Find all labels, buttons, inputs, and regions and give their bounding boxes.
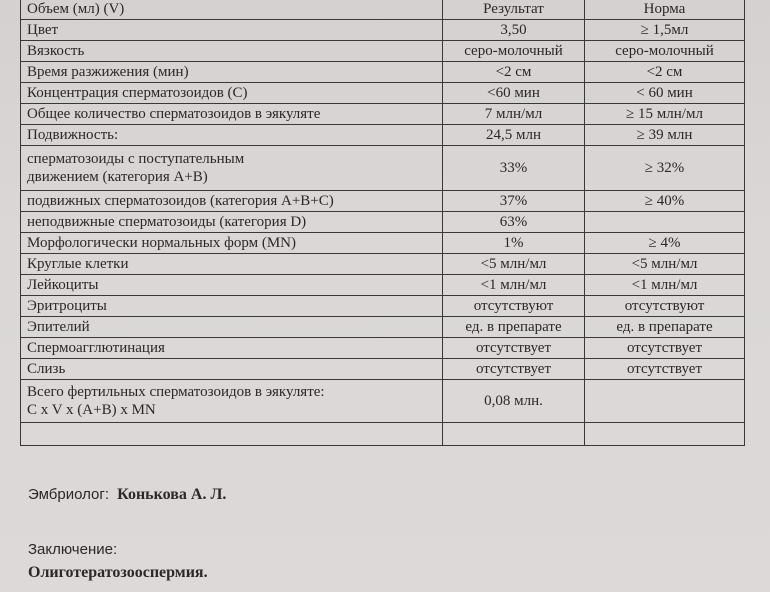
conclusion-text: Олиготератозооспермия. xyxy=(28,564,208,581)
result-cell: отсутствует xyxy=(443,338,585,359)
result-cell: отсутствуют xyxy=(443,296,585,317)
result-cell xyxy=(443,423,585,446)
norm-cell: ≥ 1,5мл xyxy=(585,20,745,41)
param-cell: Эпителий xyxy=(21,317,443,338)
norm-cell: <5 млн/мл xyxy=(585,254,745,275)
norm-cell: отсутствует xyxy=(585,338,745,359)
param-cell: Слизь xyxy=(21,359,443,380)
norm-cell: ≥ 15 млн/мл xyxy=(585,104,745,125)
result-cell: 37% xyxy=(443,191,585,212)
param-cell: Вязкость xyxy=(21,41,443,62)
table-row xyxy=(21,254,745,275)
result-cell: 63% xyxy=(443,212,585,233)
norm-cell: серо-молочный xyxy=(585,41,745,62)
norm-cell: <1 млн/мл xyxy=(585,275,745,296)
param-cell: Эритроциты xyxy=(21,296,443,317)
result-cell: 7 млн/мл xyxy=(443,104,585,125)
table-row xyxy=(21,380,745,423)
table-row xyxy=(21,104,745,125)
norm-cell: ≥ 40% xyxy=(585,191,745,212)
param-cell xyxy=(21,380,443,423)
result-cell: 0,08 млн. xyxy=(443,380,585,423)
param-cell: Цвет xyxy=(21,20,443,41)
result-cell: 33% xyxy=(443,146,585,191)
norm-cell: <2 см xyxy=(585,62,745,83)
norm-cell: отсутствует xyxy=(585,359,745,380)
table-header-row xyxy=(21,0,745,20)
param-cell: Общее количество сперматозоидов в эякуляте xyxy=(21,104,443,125)
param-cell: Спермоагглютинация xyxy=(21,338,443,359)
table-row-empty xyxy=(21,423,745,446)
table-row xyxy=(21,146,745,191)
conclusion-label: Заключение: xyxy=(28,541,118,558)
table-row xyxy=(21,212,745,233)
param-cell: Время разжижения (мин) xyxy=(21,62,443,83)
embryologist-name: Конькова А. Л. xyxy=(117,486,227,503)
param-cell: Морфологически нормальных форм (MN) xyxy=(21,233,443,254)
results-table xyxy=(20,0,745,446)
param-cell: Подвижность: xyxy=(21,125,443,146)
result-cell: <60 мин xyxy=(443,83,585,104)
norm-cell: < 60 мин xyxy=(585,83,745,104)
param-cell: подвижных сперматозоидов (категория A+B+C) xyxy=(21,191,443,212)
table-row xyxy=(21,359,745,380)
result-cell: <2 см xyxy=(443,62,585,83)
table-row xyxy=(21,191,745,212)
result-cell: серо-молочный xyxy=(443,41,585,62)
param-cell: Концентрация сперматозоидов (C) xyxy=(21,83,443,104)
param-cell: Лейкоциты xyxy=(21,275,443,296)
progressive-line2: движением (категория A+B) xyxy=(27,169,208,185)
fertile-line2: C x V x (A+B) x MN xyxy=(27,402,156,418)
param-cell: неподвижные сперматозоиды (категория D) xyxy=(21,212,443,233)
header-norm-cell: Норма xyxy=(585,0,745,20)
result-cell: отсутствует xyxy=(443,359,585,380)
table-row xyxy=(21,233,745,254)
result-cell: 24,5 млн xyxy=(443,125,585,146)
embryologist-line xyxy=(28,486,226,504)
param-cell xyxy=(21,423,443,446)
header-result-cell: Результат xyxy=(443,0,585,20)
norm-cell: отсутствуют xyxy=(585,296,745,317)
fertile-line1: Всего фертильных сперматозоидов в эякуляте: xyxy=(27,384,325,400)
table-row xyxy=(21,338,745,359)
table-row xyxy=(21,20,745,41)
result-cell: <1 млн/мл xyxy=(443,275,585,296)
result-cell: ед. в препарате xyxy=(443,317,585,338)
norm-cell: ≥ 39 млн xyxy=(585,125,745,146)
table-row xyxy=(21,125,745,146)
norm-cell xyxy=(585,380,745,423)
progressive-line1: сперматозоиды с поступательным xyxy=(27,151,245,167)
norm-cell: ≥ 4% xyxy=(585,233,745,254)
norm-cell: ед. в препарате xyxy=(585,317,745,338)
norm-cell: ≥ 32% xyxy=(585,146,745,191)
param-cell: Круглые клетки xyxy=(21,254,443,275)
table-row xyxy=(21,296,745,317)
norm-cell xyxy=(585,212,745,233)
param-cell xyxy=(21,146,443,191)
header-param-cell: Объем (мл) (V) xyxy=(21,0,443,20)
table-row xyxy=(21,62,745,83)
norm-cell xyxy=(585,423,745,446)
table-row xyxy=(21,275,745,296)
table-row xyxy=(21,83,745,104)
table-row xyxy=(21,317,745,338)
result-cell: 1% xyxy=(443,233,585,254)
embryologist-label: Эмбриолог: xyxy=(28,486,109,503)
table-row xyxy=(21,41,745,62)
result-cell: <5 млн/мл xyxy=(443,254,585,275)
result-cell: 3,50 xyxy=(443,20,585,41)
